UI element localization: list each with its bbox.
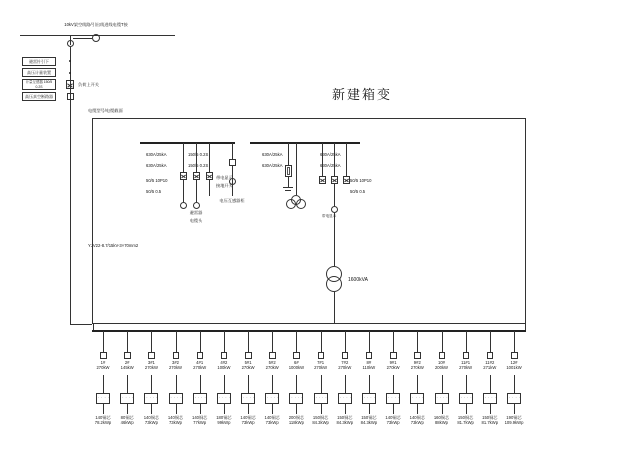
bay-ct-icon-1 — [180, 172, 187, 180]
feeder-mid-line — [345, 375, 346, 393]
feeder-capacity: 84.3kWp — [360, 420, 378, 426]
feeder-cable: 150铜芯 — [482, 415, 498, 420]
feeder-label — [169, 360, 182, 371]
feeder-power: 270kW — [96, 365, 110, 371]
feeder-lower-line — [272, 404, 273, 414]
feeder-combiner-dots: · · · · — [98, 396, 110, 400]
feeder-drop-line — [466, 331, 467, 352]
feeder-breaker-icon — [197, 352, 204, 359]
transformer-switch-icon — [331, 206, 338, 213]
pt-coil-icon — [229, 178, 236, 185]
feeder-label — [314, 360, 327, 371]
breaker-symbol-icon — [67, 93, 74, 100]
feeder-cable: 140铜芯 — [167, 415, 184, 420]
feeder-power: 200kW — [434, 365, 449, 371]
feeder-label — [411, 360, 424, 371]
cable-run-horizontal — [70, 324, 92, 325]
feeder-drop-line — [248, 331, 249, 352]
feeder-capacity: 109.9kWp — [504, 420, 524, 426]
bus-segment-left — [140, 142, 235, 144]
feeder-power: 270kW — [459, 365, 473, 371]
feeder-breaker-icon — [124, 352, 131, 359]
left-label-text-1: 高压计量装置 — [27, 69, 51, 75]
feeder-cable-label — [168, 415, 183, 426]
ct-left-rating-0: 150/5 0.2S — [188, 152, 209, 157]
ct-right-rating-0: 50/5 10P10 — [350, 178, 372, 183]
feeder-capacity: 78.2kWp — [94, 420, 112, 426]
feeder-lower-line — [345, 404, 346, 414]
bay-line-r1 — [322, 143, 323, 176]
feeder-cable: 140铜芯 — [385, 415, 401, 420]
ct-left2-rating-1: 50/5 0.5 — [146, 189, 162, 194]
feeder-cable-label — [312, 415, 329, 426]
feeder-drop-line — [151, 331, 152, 352]
feeder-drop-line — [272, 331, 273, 352]
small-label-display: 带电显示 — [216, 175, 233, 180]
bus-right-rating-1: 630A/25kA — [262, 163, 283, 168]
feeder-capacity: 77kWp — [193, 420, 207, 426]
feeder-combiner-dots: · · · · — [122, 396, 134, 400]
feeder-power: 270kW — [144, 365, 158, 371]
feeder-drop-line — [296, 331, 297, 352]
transformer-winding-lv-icon — [326, 276, 342, 292]
feeder-label — [217, 360, 230, 371]
feeder-combiner-dots: · · · · — [243, 396, 255, 400]
feeder-combiner-dots: · · · · — [291, 396, 303, 400]
arrester-bay-line — [288, 143, 289, 165]
feeder-combiner-dots: · · · · — [146, 396, 158, 400]
feeder-lower-line — [321, 404, 322, 414]
feeder-breaker-icon — [148, 352, 155, 359]
feeder-mid-line — [103, 375, 104, 393]
feeder-lower-line — [442, 404, 443, 414]
feeder-capacity: 99kWp — [217, 420, 231, 426]
arrester-ground-line-2 — [285, 190, 291, 191]
feeder-capacity: 73kWp — [386, 420, 400, 426]
feeder-no: 9#2 — [413, 360, 421, 365]
feeder-combiner-dots: · · · · — [363, 396, 376, 400]
feeder-mid-line — [321, 375, 322, 393]
left-label-text-2: 计量互感器 150/5 0.2S — [25, 80, 53, 89]
feeder-drop-line — [345, 331, 346, 352]
feeder-cable-label — [457, 415, 474, 426]
small-label-cablehead: 电缆头 — [189, 218, 203, 223]
feeder-cable-label — [289, 415, 304, 426]
station-title: 新建箱变 — [332, 87, 393, 102]
feeder-label — [121, 360, 134, 371]
arrester-ground-line — [283, 187, 293, 188]
feeder-mid-line — [369, 375, 370, 393]
feeder-mid-line — [417, 375, 418, 393]
mid-rating: 630A/25kA — [320, 152, 341, 157]
switch-circle-icon — [92, 34, 100, 42]
right-bay-coil-icon-3 — [286, 199, 296, 209]
feeder-breaker-icon — [245, 352, 252, 359]
feeder-cable-label — [216, 415, 231, 426]
station-enclosure — [92, 118, 526, 324]
bay-line-1b — [183, 157, 184, 172]
feeder-capacity: 118kWp — [288, 420, 304, 426]
feeder-cable: 150铜芯 — [337, 415, 353, 420]
arrester-bay-line-2 — [288, 177, 289, 187]
left-label-box-2 — [22, 79, 56, 90]
feeder-mid-line — [393, 375, 394, 393]
feeder-power: 270kW — [410, 365, 424, 371]
feeder-cable: 180铜芯 — [216, 415, 232, 420]
pt-switch-icon — [229, 159, 236, 166]
feeder-combiner-dots: · · · · — [194, 396, 207, 400]
load-switch-note: 负荷上开关 — [78, 82, 99, 87]
feeder-lower-line — [176, 404, 177, 414]
feeder-breaker-icon — [463, 352, 470, 359]
feeder-capacity: 84.3kWp — [336, 420, 354, 426]
lv-main-bus — [92, 330, 526, 332]
feeder-cable-label — [95, 415, 112, 426]
feeder-label — [338, 360, 351, 371]
feeder-breaker-icon — [173, 352, 180, 359]
feeder-mid-line — [176, 375, 177, 393]
feeder-no: 8# — [366, 360, 372, 365]
feeder-drop-line — [176, 331, 177, 352]
left-label-box-0 — [22, 57, 56, 66]
bay-ct-icon-r1 — [319, 176, 326, 184]
feeder-capacity: 46kWp — [120, 420, 134, 426]
feeder-no: 4#1 — [196, 360, 204, 365]
feeder-mid-line — [296, 375, 297, 393]
feeder-breaker-icon — [414, 352, 421, 359]
feeder-combiner-dots: · · · · — [170, 396, 183, 400]
feeder-cable: 140铜芯 — [95, 415, 111, 420]
ct-right-rating-1: 50/5 0.5 — [350, 189, 366, 194]
feeder-cable: 80铜芯 — [120, 415, 134, 420]
feeder-power: 270kW — [168, 365, 183, 371]
feeder-cable: 150铜芯 — [457, 415, 474, 420]
cable-type-note: 电缆型号/电缆截面 — [88, 108, 123, 113]
feeder-capacity: 73kWp — [265, 420, 279, 426]
feeder-capacity: 73kWp — [168, 420, 183, 426]
feeder-mid-line — [514, 375, 515, 393]
feeder-combiner-dots: · · · · — [436, 396, 449, 400]
bay-line-1 — [183, 143, 184, 157]
feeder-label — [435, 360, 448, 371]
feeder-combiner-dots: · · · · — [460, 396, 473, 400]
feeder-cable-label — [505, 415, 524, 426]
feeder-cable-label — [337, 415, 354, 426]
pt-bay-line — [232, 143, 233, 159]
feeder-cable: 140铜芯 — [143, 415, 160, 420]
left-label-box-1 — [22, 68, 56, 77]
feeder-cable-label — [410, 415, 425, 426]
feeder-no: 1# — [100, 360, 106, 365]
transformer-bay-note: 带电显示 — [322, 214, 337, 218]
feeder-lower-line — [393, 404, 394, 414]
feeder-label — [242, 360, 255, 371]
transformer-feed-line-2 — [334, 213, 335, 266]
pt-cubicle-label: 电压互感器柜 — [219, 198, 245, 203]
feeder-breaker-icon — [342, 352, 349, 359]
feeder-cable-spec: YJV22-8.7/15kV-3×70mm2 — [88, 243, 139, 248]
feeder-power: 270kW — [265, 365, 279, 371]
feeder-cable-label — [482, 415, 499, 426]
feeder-cable-label — [121, 415, 134, 426]
feeder-label — [387, 360, 400, 371]
feeder-combiner-dots: · · · · — [412, 396, 424, 400]
feeder-label — [96, 360, 109, 371]
feeder-no: 7#2 — [341, 360, 349, 365]
feeder-power: 270kW — [338, 365, 352, 371]
feeder-label — [266, 360, 279, 371]
feeder-lower-line — [248, 404, 249, 414]
feeder-combiner-dots: · · · · — [218, 396, 231, 400]
feeder-drop-line — [369, 331, 370, 352]
feeder-no: 12# — [510, 360, 518, 365]
feeder-cable: 150铜芯 — [361, 415, 377, 420]
left-label-text-0: 避雷针引下 — [29, 58, 49, 64]
bay-line-r2 — [334, 143, 335, 176]
feeder-lower-line — [224, 404, 225, 414]
bay-line-1c — [183, 180, 184, 202]
feeder-cable-label — [265, 415, 280, 426]
feeder-power: 270kW — [386, 365, 400, 371]
feeder-combiner-dots: · · · · — [388, 396, 400, 400]
left-label-box-3 — [22, 92, 56, 101]
feeder-lower-line — [369, 404, 370, 414]
feeder-cable-label — [361, 415, 378, 426]
arrester-icon — [285, 165, 292, 177]
feeder-mid-line — [224, 375, 225, 393]
feeder-cable: 160铜芯 — [433, 415, 450, 420]
feeder-label — [193, 360, 206, 371]
feeder-no: 2# — [124, 360, 130, 365]
bus-right-rating-extra: 630A/25kA — [320, 163, 341, 168]
bus-right-rating-0: 630A/25kA — [262, 152, 283, 157]
feeder-breaker-icon — [366, 352, 373, 359]
feeder-drop-line — [200, 331, 201, 352]
feeder-lower-line — [103, 404, 104, 414]
feeder-combiner-dots: · · · · — [267, 396, 279, 400]
feeder-lower-line — [417, 404, 418, 414]
feeder-cable-label — [434, 415, 449, 426]
feeder-lower-line — [151, 404, 152, 414]
left-label-text-3: 高压真空断路器 — [25, 93, 53, 99]
feeder-breaker-icon — [221, 352, 228, 359]
ct-left-rating-1: 150/5 0.2S — [188, 163, 209, 168]
feeder-drop-line — [417, 331, 418, 352]
bay-line-2c — [196, 180, 197, 202]
feeder-power: 270kW — [314, 365, 328, 371]
feeder-mid-line — [127, 375, 128, 393]
feeder-no: 10# — [437, 360, 445, 365]
ct-symbol-icon — [66, 80, 74, 89]
feeder-lower-line — [296, 404, 297, 414]
feeder-drop-line — [321, 331, 322, 352]
bay-line-3c — [209, 180, 210, 196]
feeder-breaker-icon — [511, 352, 518, 359]
switch-link-line — [73, 38, 92, 39]
feeder-no: 4#2 — [220, 360, 228, 365]
feeder-combiner-dots: · · · · — [484, 396, 497, 400]
feeder-mid-line — [272, 375, 273, 393]
feeder-cable: 140铜芯 — [240, 415, 256, 420]
feeder-no: 3#1 — [147, 360, 155, 365]
bay-ct-icon-r3 — [343, 176, 350, 184]
feeder-mid-line — [442, 375, 443, 393]
small-label-earth: 接地开关 — [216, 183, 233, 188]
feeder-breaker-icon — [269, 352, 276, 359]
feeder-lower-line — [490, 404, 491, 414]
feeder-capacity: 84.3kWp — [312, 420, 329, 426]
feeder-capacity: 73kWp — [144, 420, 158, 426]
feeder-power: 145kW — [120, 365, 134, 371]
feeder-cable: 150铜芯 — [312, 415, 329, 420]
feeder-capacity: 73kWp — [410, 420, 424, 426]
feeder-drop-line — [490, 331, 491, 352]
feeder-cable: 200铜芯 — [288, 415, 305, 420]
transformer-lv-line — [334, 292, 335, 324]
feeder-power: 100kW — [217, 365, 231, 371]
feeder-cable: 190铜芯 — [506, 415, 522, 420]
feeder-label — [289, 360, 304, 371]
feeder-no: 11#2 — [485, 360, 495, 365]
bus-left-rating-1: 630A/25kA — [146, 163, 167, 168]
feeder-lower-line — [127, 404, 128, 414]
bus-left-rating-0: 630A/25kA — [146, 152, 167, 157]
feeder-power: 1001kW — [506, 365, 522, 371]
feeder-no: 3#2 — [171, 360, 179, 365]
feeder-cable: 140铜芯 — [409, 415, 425, 420]
feeder-mid-line — [151, 375, 152, 393]
feeder-mid-line — [200, 375, 201, 393]
top-source-note: 10kV架空线路/引出线进线电缆T接 — [64, 22, 128, 27]
feeder-power: 1000kW — [288, 365, 305, 371]
feeder-power: 271kW — [483, 365, 497, 371]
feeder-lower-line — [200, 404, 201, 414]
bay-ct-icon-r2 — [331, 176, 338, 184]
feeder-no: 7#1 — [317, 360, 325, 365]
feeder-breaker-icon — [439, 352, 446, 359]
feeder-drop-line — [442, 331, 443, 352]
bay-ct-icon-3 — [206, 172, 213, 180]
bay-line-r3 — [346, 143, 347, 176]
feeder-label — [145, 360, 158, 371]
transformer-feed-line — [334, 184, 335, 206]
cable-run-vertical — [70, 122, 71, 324]
feeder-power: 270kW — [193, 365, 207, 371]
ct-left2-rating-0: 50/5 10P10 — [146, 178, 168, 183]
feeder-label — [506, 360, 521, 371]
bay-line-3 — [209, 143, 210, 172]
feeder-drop-line — [103, 331, 104, 352]
feeder-no: 6# — [294, 360, 299, 365]
feeder-cable: 140铜芯 — [264, 415, 280, 420]
feeder-label — [459, 360, 472, 371]
small-label-arrester: 避雷器 — [189, 210, 203, 215]
feeder-label — [363, 360, 376, 371]
bus-segment-right — [250, 142, 360, 144]
feeder-capacity: 88kWp — [434, 420, 449, 426]
feeder-no: 9#1 — [389, 360, 397, 365]
feeder-capacity: 73kWp — [241, 420, 255, 426]
right-bay-coil-icon-2 — [296, 199, 306, 209]
bay-earth-icon-1 — [180, 202, 187, 209]
feeder-no: 5#1 — [244, 360, 252, 365]
feeder-drop-line — [514, 331, 515, 352]
feeder-lower-line — [466, 404, 467, 414]
feeder-lower-line — [514, 404, 515, 414]
feeder-cable: 140铜芯 — [192, 415, 208, 420]
feeder-label — [483, 360, 496, 371]
feeder-cable-label — [144, 415, 159, 426]
lv-bus-end-left — [93, 324, 94, 330]
feeder-mid-line — [248, 375, 249, 393]
feeder-cable-label — [240, 415, 255, 426]
feeder-capacity: 81.7kWp — [481, 420, 499, 426]
feeder-breaker-icon — [293, 352, 300, 359]
feeder-drop-line — [393, 331, 394, 352]
feeder-combiner-dots: · · · · — [509, 396, 521, 400]
transformer-rating-label: 1600kVA — [348, 277, 368, 283]
feeder-combiner-dots: · · · · — [339, 396, 352, 400]
feeder-drop-line — [224, 331, 225, 352]
right-bay-line — [296, 143, 297, 195]
bay-earth-icon-2 — [193, 202, 200, 209]
feeder-breaker-icon — [390, 352, 397, 359]
feeder-combiner-dots: · · · · — [315, 396, 328, 400]
feeder-mid-line — [466, 375, 467, 393]
feeder-mid-line — [490, 375, 491, 393]
feeder-breaker-icon — [487, 352, 494, 359]
feeder-breaker-icon — [318, 352, 325, 359]
feeder-power: 110kW — [362, 365, 376, 371]
bay-line-2 — [196, 143, 197, 172]
disconnect-node-icon — [67, 40, 74, 47]
feeder-power: 270kW — [241, 365, 255, 371]
lv-bus-end-right — [525, 324, 526, 330]
feeder-capacity: 81.7kWp — [457, 420, 474, 426]
bay-ct-icon-2 — [193, 172, 200, 180]
feeder-breaker-icon — [100, 352, 107, 359]
feeder-no: 5#2 — [268, 360, 276, 365]
feeder-drop-line — [127, 331, 128, 352]
feeder-no: 11#1 — [461, 360, 471, 365]
feeder-cable-label — [385, 415, 400, 426]
feeder-cable-label — [192, 415, 207, 426]
